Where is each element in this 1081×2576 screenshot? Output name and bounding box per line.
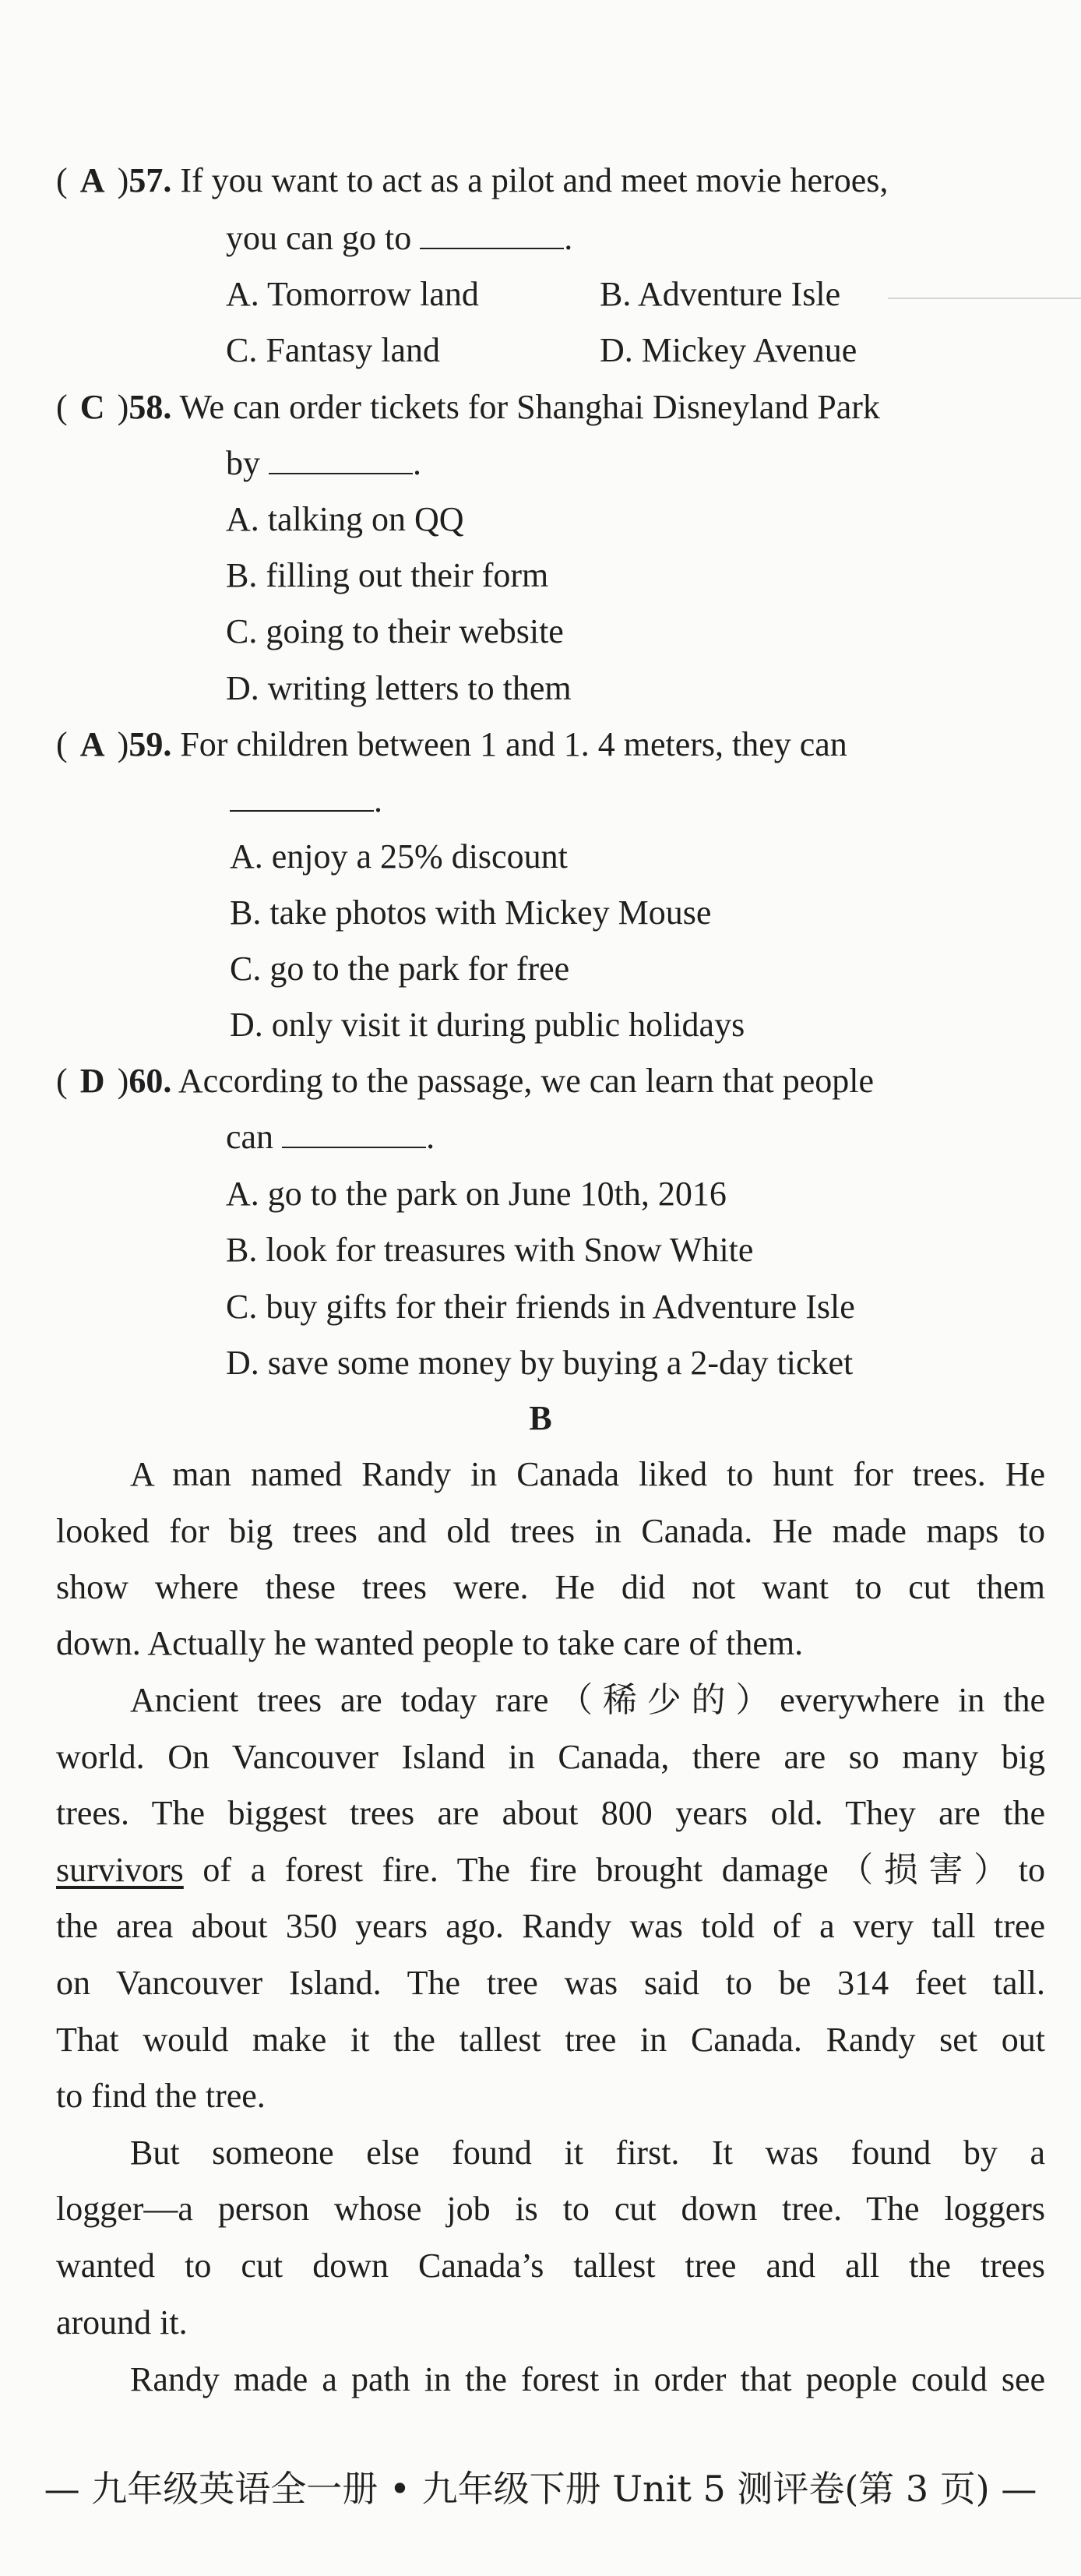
option-a: A. go to the park on June 10th, 2016	[226, 1175, 727, 1213]
question-stem: We can order tickets for Shanghai Disneyland Park	[179, 388, 880, 426]
answer-60: D	[79, 1062, 105, 1100]
answer-59: A	[79, 725, 105, 763]
question-60: ( D )60. According to the passage, we can learn that people	[56, 1059, 874, 1103]
paragraph-line: But someone else found it first. It was found by a	[130, 2134, 1045, 2172]
option-d: D. Mickey Avenue	[600, 331, 857, 369]
paragraph-line: to find the tree.	[56, 2077, 266, 2115]
option-c: C. going to their website	[226, 612, 564, 650]
answer-blank	[420, 224, 564, 249]
option-b: B. Adventure Isle	[600, 275, 841, 313]
paragraph-line: on Vancouver Island. The tree was said to be 314 feet tall.	[56, 1964, 1045, 2002]
question-58-line2: by .	[226, 444, 421, 482]
question-stem: If you want to act as a pilot and meet movie heroes,	[180, 161, 889, 199]
option-d: D. writing letters to them	[226, 669, 572, 707]
paragraph-line: logger—a person whose job is to cut down tree. The loggers	[56, 2190, 1045, 2228]
option-c: C. Fantasy land	[226, 331, 440, 369]
answer-57: A	[79, 161, 105, 199]
scan-smudge	[888, 298, 1081, 299]
paragraph-line: survivors of a forest fire. The fire brought damage（损害）to	[56, 1851, 1045, 1889]
paragraph-line: the area about 350 years ago. Randy was told of a very tall tree	[56, 1907, 1045, 1945]
paragraph-line: down. Actually he wanted people to take care of them.	[56, 1624, 804, 1662]
question-number: 57.	[129, 161, 172, 199]
option-a: A. Tomorrow land	[226, 275, 479, 313]
answer-blank	[230, 787, 374, 812]
option-b: B. look for treasures with Snow White	[226, 1231, 754, 1269]
option-d: D. save some money by buying a 2-day ticket	[226, 1344, 854, 1382]
answer-blank	[269, 449, 413, 474]
question-number: 59.	[129, 725, 172, 763]
question-stem: According to the passage, we can learn that people	[178, 1062, 874, 1100]
paragraph-line: That would make it the tallest tree in Canada. Randy set out	[56, 2021, 1045, 2059]
question-59-line2: .	[230, 779, 382, 823]
question-58: ( C )58. We can order tickets for Shanghai Disneyland Park	[56, 386, 880, 429]
question-57: ( A )57. If you want to act as a pilot and meet movie heroes,	[56, 159, 888, 203]
question-stem: For children between 1 and 1. 4 meters, they can	[180, 725, 847, 763]
paragraph-line: show where these trees were. He did not want to cut them	[56, 1568, 1045, 1606]
paragraph-line: trees. The biggest trees are about 800 years old. They are the	[56, 1794, 1045, 1832]
option-b: B. take photos with Mickey Mouse	[230, 893, 712, 932]
answer-58: C	[79, 388, 105, 426]
option-b: B. filling out their form	[226, 556, 549, 594]
paragraph-line: Randy made a path in the forest in order that people could see	[130, 2360, 1045, 2398]
question-59: ( A )59. For children between 1 and 1. 4 meters, they can	[56, 723, 847, 766]
question-60-line2: can .	[226, 1118, 435, 1156]
paragraph-line: around it.	[56, 2303, 188, 2342]
question-number: 58.	[129, 388, 172, 426]
page-footer: — 九年级英语全一册 • 九年级下册 Unit 5 测评卷(第 3 页) —	[44, 2468, 1037, 2510]
answer-blank	[282, 1123, 426, 1148]
underlined-word: survivors	[56, 1851, 184, 1889]
paragraph-line: looked for big trees and old trees in Canada. He made maps to	[56, 1512, 1045, 1550]
option-a: A. enjoy a 25% discount	[230, 837, 568, 876]
option-c: C. buy gifts for their friends in Adventure Isle	[226, 1288, 855, 1326]
question-number: 60.	[129, 1062, 172, 1100]
paragraph-line: Ancient trees are today rare（稀少的）everywhere in the	[130, 1681, 1045, 1719]
paragraph-line: wanted to cut down Canada’s tallest tree and all the trees	[56, 2247, 1045, 2285]
option-a: A. talking on QQ	[226, 500, 464, 538]
section-heading: B	[529, 1399, 552, 1437]
option-c: C. go to the park for free	[230, 950, 570, 988]
paragraph-line: A man named Randy in Canada liked to hunt for trees. He	[130, 1455, 1045, 1493]
option-d: D. only visit it during public holidays	[230, 1006, 745, 1044]
paragraph-line: world. On Vancouver Island in Canada, there are so many big	[56, 1738, 1045, 1776]
question-57-line2: you can go to .	[226, 219, 573, 257]
